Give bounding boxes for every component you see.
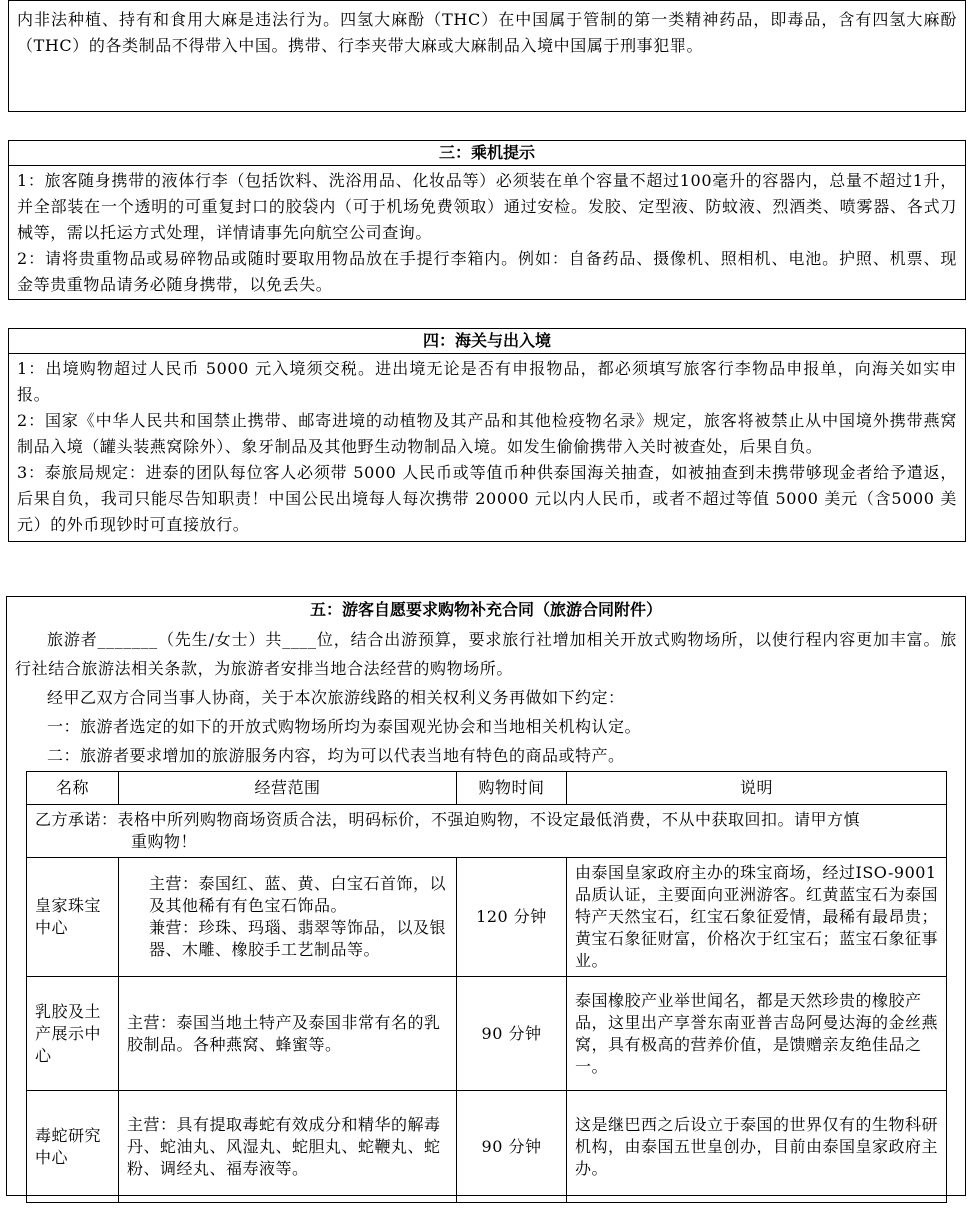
shop-scope xyxy=(119,1091,457,1203)
shop-desc: 由泰国皇家政府主办的珠宝商场，经过ISO-9001品质认证，主要面向亚洲游客。红黄蓝宝石为泰国特产天然宝石，红宝石象征爱情，最稀有最昂贵；黄宝石象征财富，价格次于红宝石；蓝宝石象征事业。 xyxy=(567,858,947,977)
shop-name: 毒蛇研究中心 xyxy=(27,1091,119,1203)
promise-text-1: 表格中所列购物商场资质合法，明码标价，不强迫购物，不设定最低消费，不从中获取回扣。请甲方慎 xyxy=(117,810,861,829)
shop-name: 乳胶及土产展示中心 xyxy=(27,977,119,1091)
section-title: 三：乘机提示 xyxy=(9,141,965,166)
header-scope: 经营范围 xyxy=(119,772,457,805)
section-customs xyxy=(8,328,966,542)
customs-item-2: 2：国家《中华人民共和国禁止携带、邮寄进境的动植物及其产品和其他检疫物名录》规定，旅客将被禁止从中国境外携带燕窝制品入境（罐头装燕窝除外）、象牙制品及其他野生动物制品入境。如发生偷偷携带入关时被查处，后果自负。 xyxy=(17,411,957,456)
boarding-tip-2: 2：请将贵重物品或易碎物品或随时要取用物品放在手提行李箱内。例如：自备药品、摄像机、照相机、电池。护照、机票、现金等贵重物品请务必随身携带，以免丢失。 xyxy=(17,249,957,294)
scope-main: 主营：泰国当地土特产及泰国非常有名的乳胶制品。各种燕窝、蜂蜜等。 xyxy=(127,1012,441,1054)
table-row xyxy=(27,858,947,977)
contract-clause-1: 一：旅游者选定的如下的开放式购物场所均为泰国观光协会和当地相关机构认定。 xyxy=(47,717,642,736)
contract-intro: 旅游者_______（先生/女士）共____位，结合出游预算，要求旅行社增加相关开放式购物场所，以使行程内容更加丰富。旅行社结合旅游法相关条款，为旅游者安排当地合法经营的购物场所。 xyxy=(15,630,957,678)
shop-scope xyxy=(119,977,457,1091)
section-shopping-contract xyxy=(6,596,966,1196)
table-row xyxy=(27,977,947,1091)
promise-label: 乙方承诺： xyxy=(35,810,118,829)
section-title: 五：游客自愿要求购物补充合同（旅游合同附件） xyxy=(309,600,662,619)
scope-main: 主营：具有提取毒蛇有效成分和精华的解毒丹、蛇油丸、风湿丸、蛇胆丸、蛇鞭丸、蛇粉、调经丸、福寿液等。 xyxy=(127,1114,441,1178)
promise-note xyxy=(27,805,947,858)
header-time: 购物时间 xyxy=(457,772,567,805)
scope-main: 主营：泰国红、蓝、黄、白宝石首饰，以及其他稀有有色宝石饰品。 xyxy=(149,874,447,915)
shop-time: 90 分钟 xyxy=(457,977,567,1091)
shop-scope xyxy=(119,858,457,977)
header-name: 名称 xyxy=(27,772,119,805)
shop-name: 皇家珠宝中心 xyxy=(27,858,119,977)
table-row xyxy=(27,1091,947,1203)
shop-time: 90 分钟 xyxy=(457,1091,567,1203)
customs-item-3: 3：泰旅局规定：进泰的团队每位客人必须带 5000 人民币或等值币种供泰国海关抽查，如被抽查到未携带够现金者给予遣返，后果自负，我司只能尽告知职责！中国公民出境每人每次携带 20000 元以内人民币，或者不超过等值 5000 美元（含5000 美元）的外币现钞时可直接放行。 xyxy=(17,463,957,534)
contract-agreement: 经甲乙双方合同当事人协商，关于本次旅游线路的相关权利义务再做如下约定： xyxy=(47,688,625,707)
table-note-row xyxy=(27,805,947,858)
shop-time: 120 分钟 xyxy=(457,858,567,977)
cannabis-notice-text: 内非法种植、持有和食用大麻是违法行为。四氢大麻酚（THC）在中国属于管制的第一类精神药品，即毒品，含有四氢大麻酚（THC）的各类制品不得带入中国。携带、行李夹带大麻或大麻制品入境中国属于刑事犯罪。 xyxy=(17,10,957,55)
section-boarding-tips xyxy=(8,140,966,300)
shop-desc: 泰国橡胶产业举世闻名，都是天然珍贵的橡胶产品，这里出产享誉东南亚普吉岛阿曼达海的金丝燕窝，具有极高的营养价值，是馈赠亲友绝佳品之一。 xyxy=(567,977,947,1091)
shopping-table xyxy=(26,771,947,1203)
boarding-tip-1: 1：旅客随身携带的液体行李（包括饮料、洗浴用品、化妆品等）必须装在单个容量不超过100毫升的容器内，总量不超过1升，并全部装在一个透明的可重复封口的胶袋内（可于机场免费领取）通过安检。发胶、定型液、防蚊液、烈酒类、喷雾器、各式刀械等，需以托运方式处理，详情请事先向航空公司查询。 xyxy=(17,171,957,242)
section-title: 四：海关与出入境 xyxy=(9,329,965,354)
promise-text-2: 重购物！ xyxy=(131,832,198,851)
table-header-row xyxy=(27,772,947,805)
header-desc: 说明 xyxy=(567,772,947,805)
customs-item-1: 1：出境购物超过人民币 5000 元入境须交税。进出境无论是否有申报物品，都必须填写旅客行李物品申报单，向海关如实申报。 xyxy=(17,359,957,404)
shop-desc: 这是继巴西之后设立于泰国的世界仅有的生物科研机构，由泰国五世皇创办，目前由泰国皇家政府主办。 xyxy=(567,1091,947,1203)
scope-side: 兼营：珍珠、玛瑙、翡翠等饰品，以及银器、木雕、橡胶手工艺制品等。 xyxy=(149,918,447,959)
notice-box-cannabis xyxy=(8,0,966,112)
contract-clause-2: 二：旅游者要求增加的旅游服务内容，均为可以代表当地有特色的商品或特产。 xyxy=(47,746,625,765)
